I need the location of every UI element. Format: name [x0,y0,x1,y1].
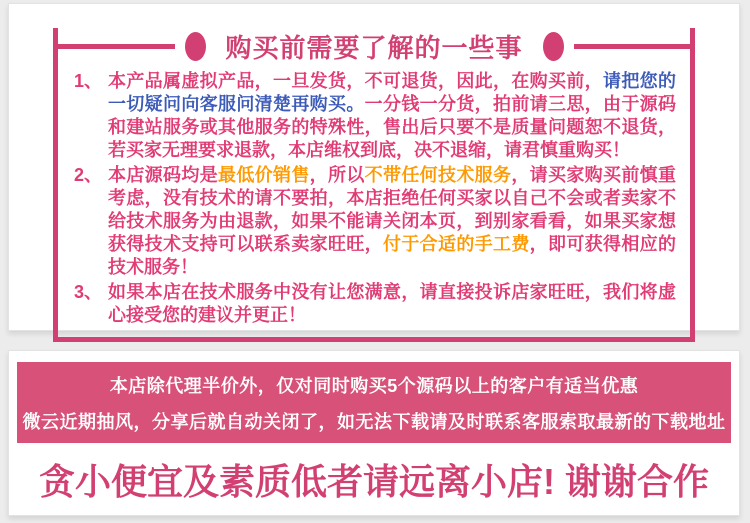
item-text-segment: 不带任何技术服务 [364,165,512,185]
item-text-segment: ，请买家购买前慎重考虑，没有技术的请不要拍，本店拒绝任何买家以自己不会或者卖家不给技术服务为由退款，如果不能请关闭本页，到别家看看，如果买家想获得技术支持可以联系卖家旺旺， [108,165,677,254]
item-number: 2、 [74,165,103,185]
notice-list [58,64,690,337]
title-line-right [574,44,696,49]
item-text [108,70,676,162]
notice-box [53,28,695,342]
item-text [108,164,676,279]
item-text-segment: ，即可获得相应的技术服务！ [108,234,677,277]
item-text-segment: 本店源码均是 [108,165,218,185]
promo-line-2: 微云近期抽风，分享后就自动关闭了，如无法下载请及时联系客服索取最新的下载地址 [22,411,726,432]
item-text-segment: ，所以 [309,165,365,185]
title-line-left [53,44,175,49]
notice-item [74,281,676,327]
item-text-segment: 最低价销售 [218,165,310,185]
promo-banner [17,362,731,443]
notice-title: 购买前需要了解的一些事 [225,32,523,63]
notice-item [74,164,676,279]
item-text-segment: 本产品属虚拟产品，一旦发货，不可退货，因此，在购买前， [108,71,603,91]
notice-item [74,70,676,162]
item-text [108,281,676,327]
item-text-segment: 如果本店在技术服务中没有让您满意，请直接投诉店家旺旺，我们将虚心接受您的建议并更正！ [108,282,676,325]
notice-title-row [53,28,695,64]
promo-card [8,350,740,516]
item-number: 3、 [74,282,103,302]
item-text-segment: 请把您的一切疑问向客服问清楚再购买。 [108,71,676,114]
title-dot-left-icon [185,32,206,61]
item-number: 1、 [74,71,103,91]
item-text-segment: 一分钱一分货，拍前请三思，由于源码和建站服务或其他服务的特殊性，售出后只要不是质量问题恕不退货，若买家无理要求退款，本店维权到底，决不退缩，请君慎重购买！ [108,94,677,160]
title-dot-right-icon [543,32,564,61]
promo-line-1: 本店除代理半价外，仅对同时购买5个源码以上的客户有适当优惠 [109,375,639,396]
notice-card [8,3,740,331]
item-text-segment: 付于合适的手工费 [383,234,530,254]
warning-text: 贪小便宜及素质低者请远离小店! 谢谢合作 [39,460,709,502]
